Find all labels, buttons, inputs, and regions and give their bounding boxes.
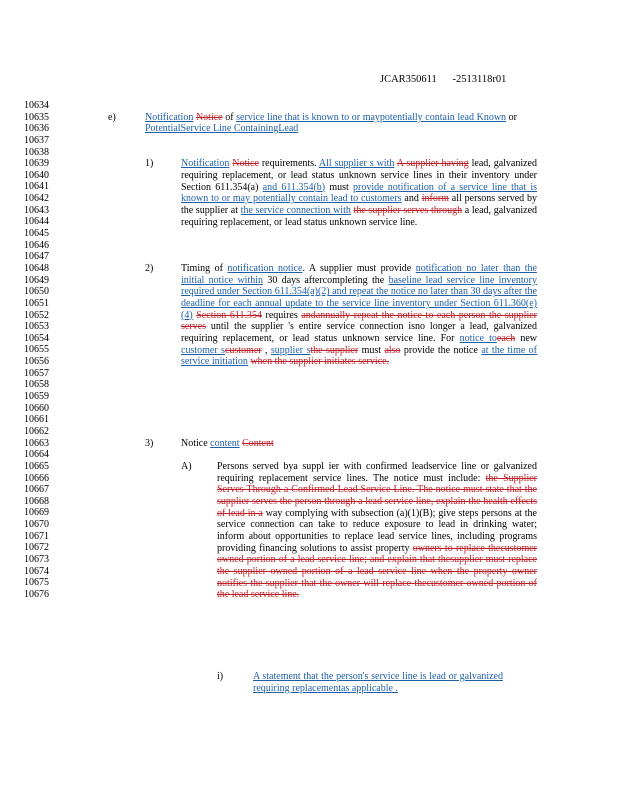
inserted-text: at the time of service initiation xyxy=(181,344,538,368)
line-number: 10667 xyxy=(24,484,49,496)
inserted-text: Notification xyxy=(181,158,230,170)
item-3-heading xyxy=(181,438,537,450)
line-number: 10660 xyxy=(24,402,49,414)
body-text: Persons served bya suppl ier with confirmed leadservice line or galvanized requiring replacement service lines. The notice must include: xyxy=(217,461,537,484)
line-number: 10651 xyxy=(24,297,49,309)
inserted-text: notification notice xyxy=(227,263,303,275)
deleted-text: the Supplier Serves Through a Confirmed Lead Service Line. The notice must state that the supplier serves the person through a lead service line, explain the health effects of lead in a xyxy=(217,472,537,519)
item-2-label: 2) xyxy=(145,263,154,275)
line-number: 10646 xyxy=(24,239,49,251)
body-text: Timing of xyxy=(181,263,228,275)
inserted-text: provide notification of a service line that is known to or may potentially contain lead to customers xyxy=(181,181,537,205)
line-number: 10662 xyxy=(24,425,49,437)
line-number: 10671 xyxy=(24,530,49,542)
line-number: 10641 xyxy=(24,181,49,193)
body-text: Notice xyxy=(181,437,211,449)
body-text: must xyxy=(358,344,385,356)
item-3a-paragraph xyxy=(217,461,537,601)
document-id: JCAR350611 xyxy=(380,74,437,85)
line-number: 10635 xyxy=(24,111,49,123)
body-text: until the supplier 's entire service connection isno longer a lead, galvanized requiring replacement, or lead status unknown service line. For xyxy=(181,321,537,345)
line-number: 10658 xyxy=(24,379,49,391)
item-1-paragraph xyxy=(181,158,537,228)
section-e-heading xyxy=(145,112,517,135)
line-number: 10645 xyxy=(24,228,49,240)
line-number: 10673 xyxy=(24,553,49,565)
item-3-label: 3) xyxy=(145,437,154,449)
line-number: 10649 xyxy=(24,274,49,286)
inserted-text: service line that is known to or maypotentially contain lead Known xyxy=(236,111,507,123)
body-text: way complying with subsection (a)(1)(B); give steps persons at the service connection can take to reduce exposure to lead in drinking water; inform about opportunities to replace lead service lines, including programs providing financing solutions to assist property xyxy=(217,507,538,554)
document-header xyxy=(380,74,506,85)
body-text: or xyxy=(506,111,517,123)
body-text: provide the notice xyxy=(400,344,482,356)
deleted-text: owners to replace thecustomer owned portion of a lead service line; and explain that thesupplier must replace the supplier owned portion of a lead service line when the property owner notifies the supplier that the owner will replace thecustomer owned portion of the lead service line. xyxy=(217,542,537,601)
item-3a-i-label: i) xyxy=(217,670,224,682)
line-number: 10638 xyxy=(24,146,49,158)
line-number: 10652 xyxy=(24,309,49,321)
inserted-text: All supplier s with xyxy=(318,158,395,170)
document-version: -2513118r01 xyxy=(452,74,507,85)
item-2-paragraph xyxy=(181,263,537,368)
inserted-text: and 611.354(b) xyxy=(262,181,326,193)
line-number: 10639 xyxy=(24,158,49,170)
inserted-text: notification no later than the initial notice within xyxy=(181,263,537,286)
line-number: 10655 xyxy=(24,344,49,356)
line-number: 10669 xyxy=(24,507,49,519)
inserted-text: customer s xyxy=(181,344,225,356)
line-number: 10648 xyxy=(24,262,49,274)
deleted-text: customer xyxy=(224,344,262,356)
line-number: 10647 xyxy=(24,251,49,263)
line-number: 10640 xyxy=(24,169,49,181)
body-text: a lead, galvanized requiring replacement, or lead status unknown service line. xyxy=(181,204,538,228)
deleted-text: each xyxy=(496,333,516,345)
line-number: 10637 xyxy=(24,134,49,146)
line-number: 10657 xyxy=(24,367,49,379)
item-3a-i-paragraph xyxy=(253,671,503,694)
body-text: must xyxy=(325,181,354,193)
inserted-text: notice to xyxy=(459,333,497,345)
body-text: all persons served by the supplier at xyxy=(181,193,537,216)
line-number: 10634 xyxy=(24,100,49,111)
body-text: requirements. xyxy=(258,158,319,170)
inserted-text: the service connection with xyxy=(240,204,351,216)
line-number: 10644 xyxy=(24,216,49,228)
item-1-label: 1) xyxy=(145,158,154,170)
line-number: 10676 xyxy=(24,588,49,600)
line-number: 10674 xyxy=(24,565,49,577)
inserted-text: baseline lead service line inventory required under Section 611.354(a)(2) and repeat the notice no later than 30 days after the deadline for each annual update to the service line inventory under Section 611.360(e)(4) xyxy=(181,274,537,321)
deleted-text: Content xyxy=(242,437,274,449)
deleted-text: Notice xyxy=(232,158,259,170)
line-number: 10653 xyxy=(24,321,49,333)
line-number: 10661 xyxy=(24,414,49,426)
body-text: lead, galvanized requiring replacement, or lead status unknown service lines in their inventory under Section 611.354(a) xyxy=(181,158,537,193)
line-number: 10650 xyxy=(24,286,49,298)
body-text: . A supplier must provide xyxy=(302,263,416,275)
line-number: 10664 xyxy=(24,449,49,461)
inserted-text: supplier s xyxy=(270,344,311,356)
line-number: 10642 xyxy=(24,193,49,205)
line-number: 10654 xyxy=(24,332,49,344)
body-text: requires xyxy=(261,309,302,321)
deleted-text: when the supplier initiates service. xyxy=(250,356,390,368)
line-number: 10675 xyxy=(24,577,49,589)
line-number: 10663 xyxy=(24,437,49,449)
deleted-text: inform xyxy=(421,193,449,205)
inserted-text: Notification xyxy=(145,111,194,123)
line-number: 10672 xyxy=(24,542,49,554)
line-number: 10666 xyxy=(24,472,49,484)
inserted-text: A statement that the person's service line is lead or galvanized requiring replacementas applicable . xyxy=(253,670,503,694)
deleted-text: also xyxy=(384,344,401,356)
inserted-text: content xyxy=(210,437,240,449)
line-number-column xyxy=(24,100,64,601)
deleted-text: andannually repeat the notice to each person the supplier serves xyxy=(181,309,538,333)
deleted-text: A supplier having xyxy=(396,158,469,170)
deleted-text: Section 611.354 xyxy=(196,309,262,321)
body-text: new xyxy=(515,333,537,345)
line-number: 10656 xyxy=(24,356,49,368)
deleted-text: the supplier serves through xyxy=(353,204,463,216)
line-number: 10668 xyxy=(24,495,49,507)
line-number: 10643 xyxy=(24,204,49,216)
line-number: 10665 xyxy=(24,460,49,472)
body-text: and xyxy=(401,193,422,205)
deleted-text: Notice xyxy=(195,111,223,123)
body-text: , xyxy=(261,344,271,356)
body-text: 30 days aftercompleting the xyxy=(263,274,389,286)
section-e-label: e) xyxy=(108,111,116,123)
line-number: 10636 xyxy=(24,123,49,135)
body-text: of xyxy=(222,111,237,123)
line-number: 10659 xyxy=(24,391,49,403)
item-3a-label: A) xyxy=(181,461,192,473)
line-number: 10670 xyxy=(24,519,49,531)
deleted-text: the supplier xyxy=(310,344,359,356)
inserted-text: PotentialService Line ContainingLead xyxy=(145,123,299,135)
